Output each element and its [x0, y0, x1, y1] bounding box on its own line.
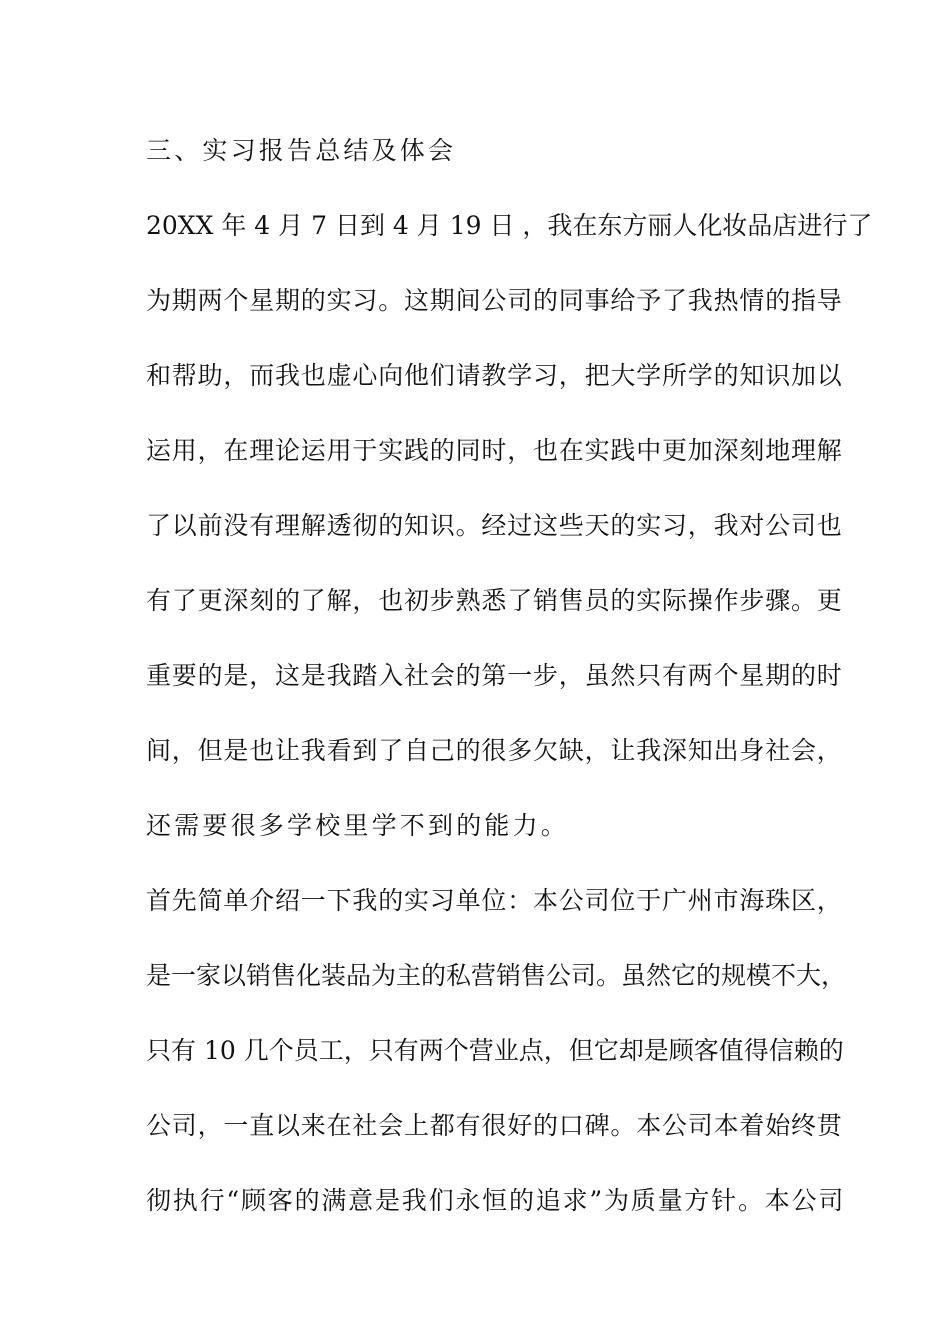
text-line: 彻执行“顾客的满意是我们永恒的追求”为质量方针。本公司 [146, 1186, 846, 1215]
text-line: 还需要很多学校里学不到的能力。 [146, 811, 570, 840]
text-line: 间，但是也让我看到了自己的很多欠缺，让我深知出身社会， [146, 736, 843, 765]
text-line: 了以前没有理解透彻的知识。经过这些天的实习，我对公司也 [146, 511, 843, 540]
text-line: 只有 10 几个员工，只有两个营业点，但它却是顾客值得信赖的 [146, 1036, 844, 1065]
text-line: 首先简单介绍一下我的实习单位：本公司位于广州市海珠区， [146, 886, 843, 915]
text-line: 重要的是，这是我踏入社会的第一步，虽然只有两个星期的时 [146, 661, 843, 690]
text-line: 有了更深刻的了解，也初步熟悉了销售员的实际操作步骤。更 [146, 586, 843, 615]
section-heading: 三、实习报告总结及体会 [146, 136, 457, 165]
text-line: 公司，一直以来在社会上都有很好的口碑。本公司本着始终贯 [146, 1111, 843, 1140]
text-line: 20XX 年 4 月 7 日到 4 月 19 日 ，我在东方丽人化妆品店进行了 [146, 211, 873, 240]
text-line: 和帮助，而我也虚心向他们请教学习，把大学所学的知识加以 [146, 361, 843, 390]
text-line: 运用，在理论运用于实践的同时，也在实践中更加深刻地理解 [146, 436, 843, 465]
text-line: 为期两个星期的实习。这期间公司的同事给予了我热情的指导 [146, 286, 843, 315]
text-line: 是一家以销售化装品为主的私营销售公司。虽然它的规模不大， [146, 961, 847, 990]
